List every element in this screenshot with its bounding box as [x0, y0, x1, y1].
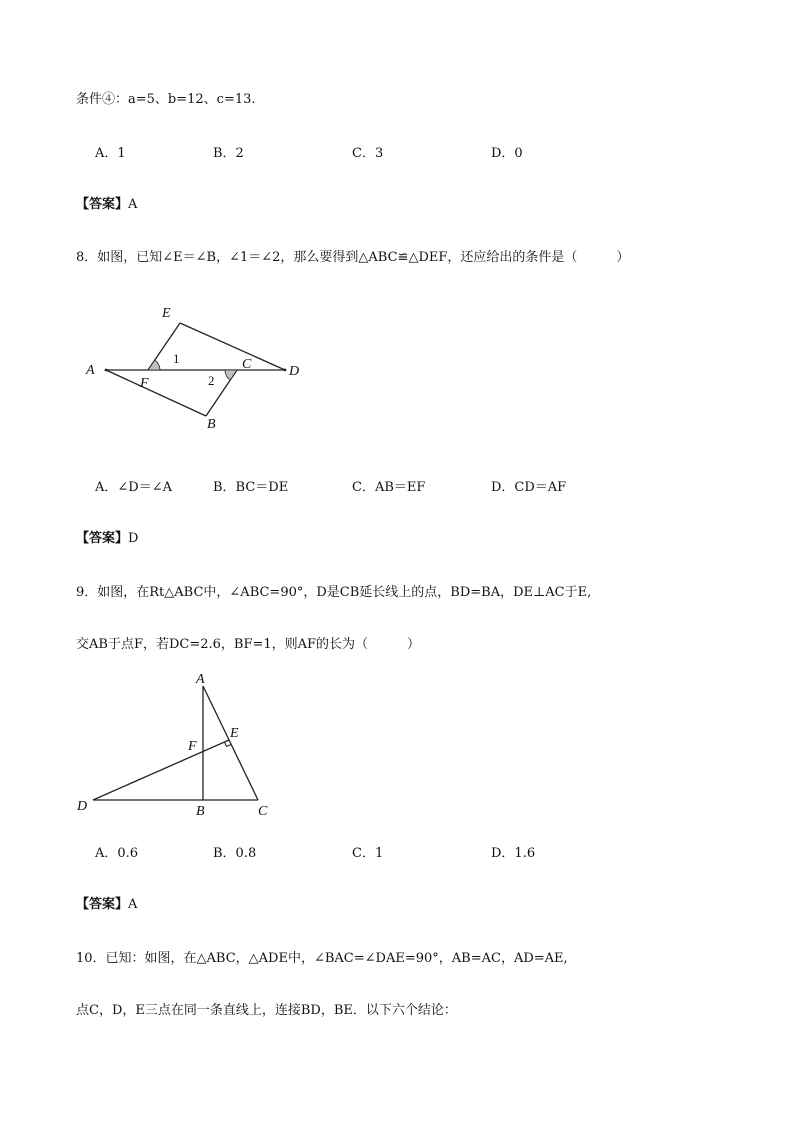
label-angle-2: 2 — [208, 373, 215, 388]
q10-stem-line-1: 10．已知：如图，在△ABC，△ADE中，∠BAC=∠DAE=90°，AB=AC，AD=AE, — [76, 951, 568, 966]
q7-option-b: B．2 — [213, 146, 244, 161]
segment-ab — [106, 370, 206, 416]
segment-ac — [203, 686, 258, 800]
q8-figure — [80, 295, 320, 440]
q8-option-b: B．BC＝DE — [213, 480, 289, 495]
q9-option-a: A．0.6 — [95, 846, 139, 861]
q7-answer — [76, 193, 137, 212]
q8-stem: 8．如图，已知∠E＝∠B，∠1＝∠2，那么要得到△ABC≌△DEF，还应给出的条件是（ ） — [76, 250, 630, 265]
label-c: C — [258, 804, 268, 819]
label-e: E — [230, 726, 239, 741]
label-c: C — [242, 357, 252, 372]
point-d — [284, 369, 287, 372]
answer-label: 【答案】 — [76, 197, 129, 212]
q9-stem-line-1: 9．如图，在Rt△ABC中，∠ABC=90°，D是CB延长线上的点，BD=BA，DE⊥AC于E, — [76, 585, 592, 600]
q8-answer — [76, 527, 138, 546]
label-d: D — [77, 799, 88, 814]
q9-option-c: C．1 — [352, 846, 384, 861]
label-e: E — [162, 306, 171, 321]
q7-option-d: D．0 — [491, 146, 523, 161]
label-d: D — [289, 364, 300, 379]
q9-answer — [76, 893, 137, 912]
answer-value: A — [128, 197, 138, 212]
label-f: F — [140, 376, 149, 391]
angle-2-mark — [225, 370, 237, 380]
answer-value: D — [128, 531, 139, 546]
point-a — [105, 369, 108, 372]
segment-ed — [180, 323, 285, 370]
label-a: A — [86, 363, 95, 378]
q7-condition-4: 条件④：a=5、b=12、c=13. — [76, 92, 256, 107]
q9-figure — [75, 670, 285, 820]
q8-option-c: C．AB＝EF — [352, 480, 426, 495]
label-angle-1: 1 — [173, 351, 180, 366]
label-a: A — [196, 672, 205, 687]
q8-option-d: D．CD＝AF — [491, 480, 567, 495]
answer-label: 【答案】 — [76, 531, 129, 546]
q9-option-b: B．0.8 — [213, 846, 257, 861]
segment-de — [93, 740, 229, 800]
answer-value: A — [128, 897, 138, 912]
angle-1-mark — [148, 360, 160, 370]
q7-option-c: C．3 — [352, 146, 384, 161]
q7-option-a: A．1 — [95, 146, 126, 161]
q8-option-a: A．∠D＝∠A — [95, 480, 172, 495]
q9-stem-line-2: 交AB于点F，若DC=2.6，BF=1，则AF的长为（ ） — [76, 637, 421, 652]
label-b: B — [207, 417, 216, 432]
q10-stem-line-2: 点C，D，E三点在同一条直线上，连接BD，BE．以下六个结论： — [76, 1003, 457, 1018]
answer-label: 【答案】 — [76, 897, 129, 912]
q9-option-d: D．1.6 — [491, 846, 536, 861]
label-b: B — [196, 804, 205, 819]
label-f: F — [188, 739, 197, 754]
